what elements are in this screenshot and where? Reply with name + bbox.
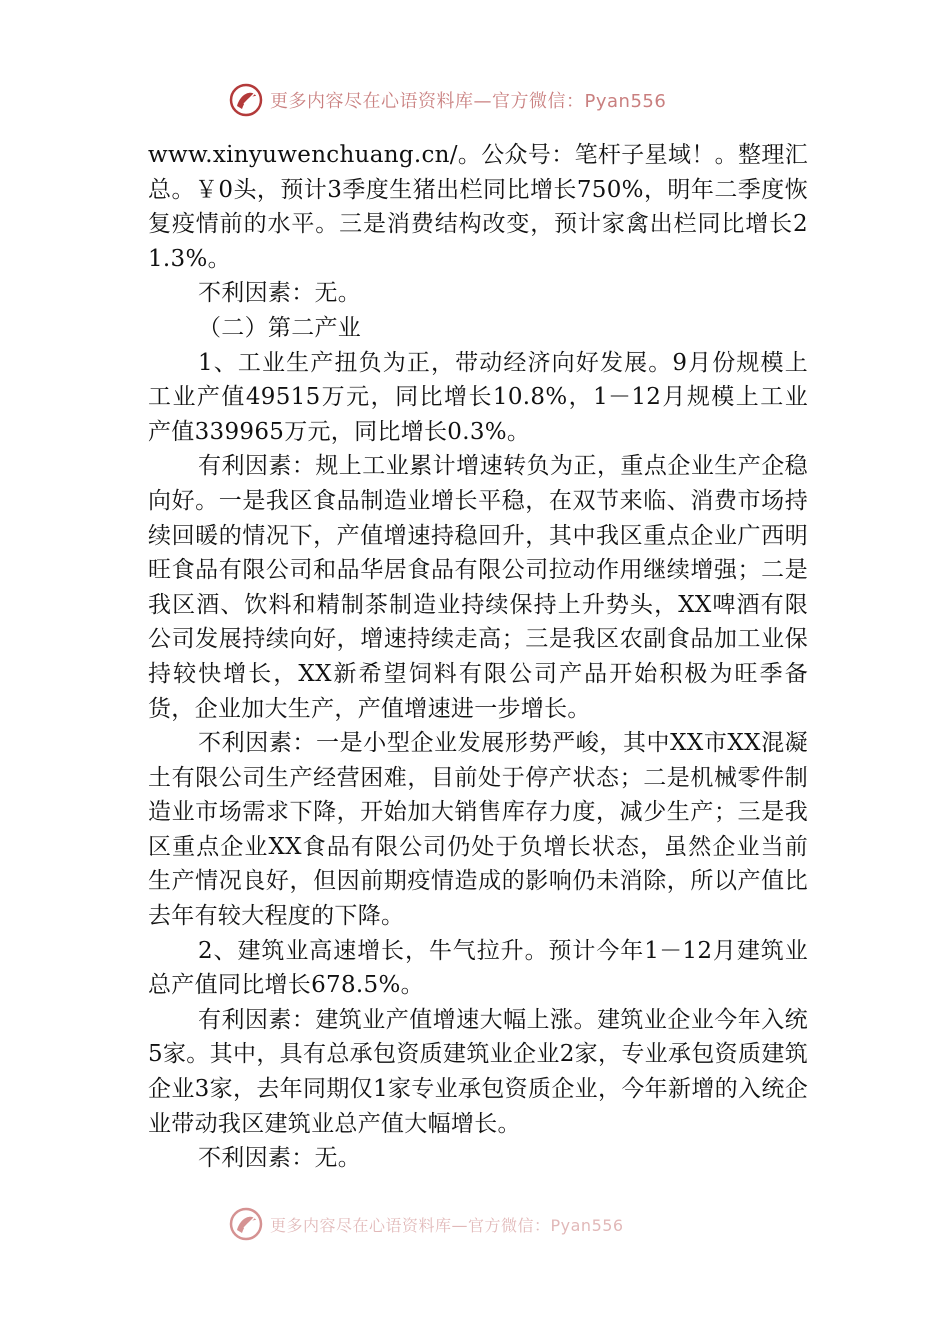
paragraph-industry-favorable: 有利因素：规上工业累计增速转负为正，重点企业生产企稳向好。一是我区食品制造业增长平稳，在双节来临、消费市场持续回暖的情况下，产值增速持稳回升，其中我区重点企业广西明旺食品有限公司和品华居食品有限公司拉动作用继续增强；二是我区酒、饮料和精制茶制造业持续保持上升势头，XX啤酒有限公司发展持续向好，增速持续走高；三是我区农副食品加工业保持较快增长，XX新希望饲料有限公司产品开始积极为旺季备货，企业加大生产，产值增速进一步增长。 — [148, 453, 808, 722]
paragraph-unfavorable-construction: 不利因素：无。 — [198, 1145, 362, 1172]
banner-text: 更多内容尽在心语资料库—官方微信：Pyan556 — [270, 1215, 624, 1235]
header-watermark-banner — [228, 82, 728, 118]
banner-text: 更多内容尽在心语资料库—官方微信：Pyan556 — [270, 91, 667, 112]
logo-icon — [228, 1206, 264, 1242]
footer-watermark-banner — [228, 1206, 728, 1242]
section-heading-secondary-industry: （二）第二产业 — [198, 314, 362, 341]
paragraph-continuation: www.xinyuwenchuang.cn/。公众号：笔杆子星域！。整理汇总。￥0头，预计3季度生猪出栏同比增长750%，明年二季度恢复疫情前的水平。三是消费结构改变，预计家禽出栏同比增长21.3%。 — [148, 142, 808, 272]
document-body — [148, 138, 808, 1176]
paragraph-construction: 2、建筑业高速增长，牛气拉升。预计今年1－12月建筑业总产值同比增长678.5%。 — [148, 937, 808, 999]
paragraph-construction-favorable: 有利因素：建筑业产值增速大幅上涨。建筑业企业今年入统5家。其中，具有总承包资质建筑业企业2家，专业承包资质建筑企业3家，去年同期仅1家专业承包资质企业，今年新增的入统企业带动我区建筑业总产值大幅增长。 — [148, 1006, 808, 1137]
paragraph-unfavorable-agriculture: 不利因素：无。 — [198, 280, 362, 307]
paragraph-industry-unfavorable: 不利因素：一是小型企业发展形势严峻，其中XX市XX混凝土有限公司生产经营困难，目前处于停产状态；二是机械零件制造业市场需求下降，开始加大销售库存力度，减少生产；三是我区重点企业XX食品有限公司仍处于负增长状态，虽然企业当前生产情况良好，但因前期疫情造成的影响仍未消除，所以产值比去年有较大程度的下降。 — [148, 730, 808, 930]
logo-icon — [228, 82, 264, 118]
paragraph-industry: 1、工业生产扭负为正，带动经济向好发展。9月份规模上工业产值49515万元，同比增长10.8%，1－12月规模上工业产值339965万元，同比增长0.3%。 — [148, 349, 808, 445]
